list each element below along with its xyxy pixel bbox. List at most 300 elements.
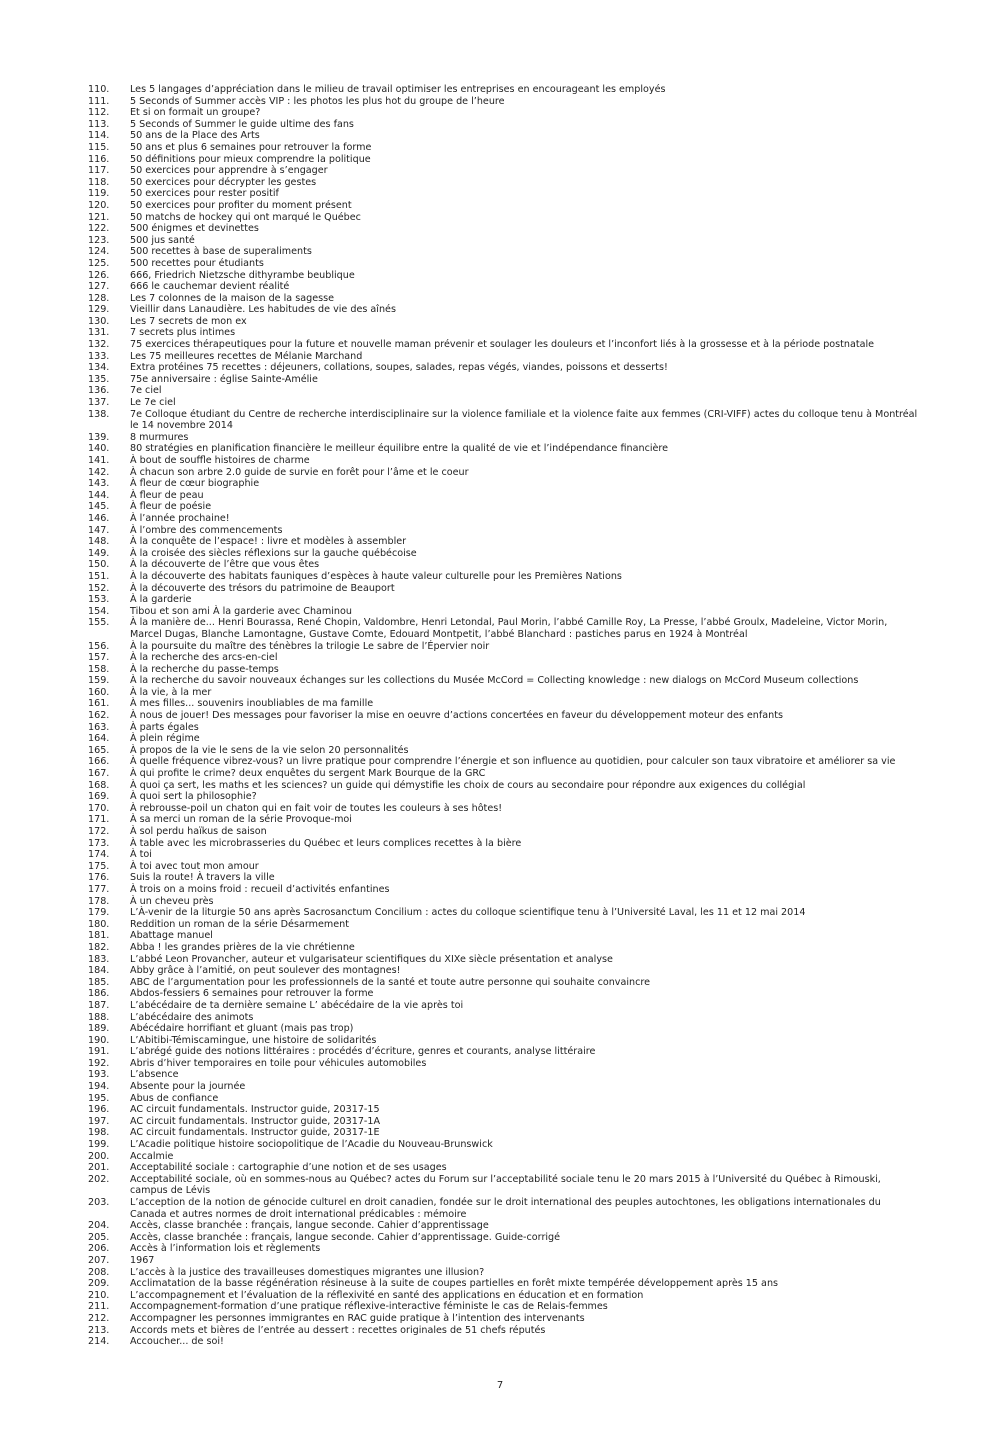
item-title: Et si on formait un groupe? <box>130 107 261 119</box>
item-title: À la poursuite du maître des ténèbres la trilogie Le sabre de l’Épervier noir <box>130 640 490 652</box>
item-number: 160. <box>88 686 110 698</box>
list-item <box>88 84 918 96</box>
list-item <box>88 872 918 884</box>
item-title: 500 jus santé <box>130 234 195 246</box>
list-item <box>88 1243 918 1255</box>
list-item <box>88 258 918 270</box>
item-title: L’abrégé guide des notions littéraires : procédés d’écriture, genres et courants, analyse littéraire <box>130 1046 596 1058</box>
item-title: À fleur de peau <box>130 489 204 501</box>
item-number: 193. <box>88 1069 110 1081</box>
item-title: L’Acadie politique histoire sociopolitique de l’Acadie du Nouveau-Brunswick <box>130 1139 493 1151</box>
list-item <box>88 1255 918 1267</box>
item-number: 167. <box>88 768 110 780</box>
list-item <box>88 756 918 768</box>
list-item <box>88 1023 918 1035</box>
list-item <box>88 1197 918 1220</box>
item-number: 156. <box>88 640 110 652</box>
list-item <box>88 490 918 502</box>
item-title: À chacun son arbre 2.0 guide de survie en forêt pour l’âme et le coeur <box>130 466 469 478</box>
item-number: 204. <box>88 1220 110 1232</box>
item-title: À la recherche du passe-temps <box>130 663 279 675</box>
item-title: Acclimatation de la basse régénération résineuse à la suite de coupes partielles en forêt mixte tempérée développement après 15 ans <box>130 1278 779 1290</box>
list-item <box>88 1046 918 1058</box>
item-number: 159. <box>88 675 110 687</box>
item-number: 165. <box>88 744 110 756</box>
list-item <box>88 165 918 177</box>
item-number: 196. <box>88 1104 110 1116</box>
list-item <box>88 1058 918 1070</box>
item-number: 206. <box>88 1243 110 1255</box>
item-title: 50 ans de la Place des Arts <box>130 130 260 142</box>
item-title: 50 définitions pour mieux comprendre la politique <box>130 153 371 165</box>
item-number: 179. <box>88 907 110 919</box>
item-number: 187. <box>88 999 110 1011</box>
item-title: 5 Seconds of Summer accès VIP : les photos les plus hot du groupe de l’heure <box>130 95 505 107</box>
list-item <box>88 432 918 444</box>
list-item <box>88 188 918 200</box>
list-item <box>88 316 918 328</box>
item-title: 50 matchs de hockey qui ont marqué le Québec <box>130 211 361 223</box>
list-item <box>88 641 918 653</box>
item-title: L’Abitibi-Témiscamingue, une histoire de solidarités <box>130 1034 377 1046</box>
item-number: 127. <box>88 281 110 293</box>
item-title: À quoi sert la philosophie? <box>130 791 257 803</box>
list-item <box>88 814 918 826</box>
list-item <box>88 745 918 757</box>
list-item <box>88 710 918 722</box>
list-item <box>88 594 918 606</box>
item-title: À quoi ça sert, les maths et les sciences? un guide qui démystifie les choix de cours au secondaire pour répondre aux exigences du collégial <box>130 779 806 791</box>
item-number: 147. <box>88 524 110 536</box>
item-number: 198. <box>88 1127 110 1139</box>
item-number: 126. <box>88 269 110 281</box>
item-number: 161. <box>88 698 110 710</box>
item-number: 157. <box>88 652 110 664</box>
item-number: 128. <box>88 292 110 304</box>
item-number: 135. <box>88 373 110 385</box>
item-title: À la découverte de l’être que vous êtes <box>130 559 320 571</box>
list-item <box>88 571 918 583</box>
list-item <box>88 803 918 815</box>
item-title: Les 5 langages d’appréciation dans le milieu de travail optimiser les entreprises en encourageant les employés <box>130 84 666 95</box>
list-item <box>88 1000 918 1012</box>
item-title: AC circuit fundamentals. Instructor guide, 20317-1A <box>130 1115 381 1127</box>
page-number: 7 <box>496 1380 504 1391</box>
item-title: Accoucher... de soi! <box>130 1336 224 1348</box>
item-title: Tibou et son ami À la garderie avec Chaminou <box>130 605 352 617</box>
list-item <box>88 246 918 258</box>
list-item <box>88 1174 918 1197</box>
list-item <box>88 954 918 966</box>
list-item <box>88 1139 918 1151</box>
item-title: Le 7e ciel <box>130 397 176 409</box>
item-title: Abba ! les grandes prières de la vie chrétienne <box>130 941 355 953</box>
title-list <box>88 84 918 1348</box>
item-number: 121. <box>88 211 110 223</box>
item-number: 140. <box>88 443 110 455</box>
list-item <box>88 362 918 374</box>
item-title: Accalmie <box>130 1150 174 1162</box>
item-number: 168. <box>88 779 110 791</box>
list-item <box>88 1151 918 1163</box>
list-item <box>88 919 918 931</box>
list-item <box>88 107 918 119</box>
list-item <box>88 1081 918 1093</box>
item-number: 114. <box>88 130 110 142</box>
item-title: Les 7 colonnes de la maison de la sagesse <box>130 292 334 304</box>
list-item <box>88 791 918 803</box>
item-title: Vieillir dans Lanaudière. Les habitudes de vie des aînés <box>130 304 396 316</box>
item-number: 177. <box>88 883 110 895</box>
list-item <box>88 1012 918 1024</box>
item-number: 158. <box>88 663 110 675</box>
list-item <box>88 768 918 780</box>
item-number: 169. <box>88 791 110 803</box>
item-title: 500 recettes à base de superaliments <box>130 246 312 258</box>
item-number: 212. <box>88 1312 110 1324</box>
item-title: À un cheveu près <box>130 895 214 907</box>
item-number: 213. <box>88 1324 110 1336</box>
item-number: 202. <box>88 1173 110 1185</box>
item-title: L’abbé Leon Provancher, auteur et vulgarisateur scientifiques du XIXe siècle présentation et analyse <box>130 953 613 965</box>
list-item <box>88 443 918 455</box>
item-title: Abdos-fessiers 6 semaines pour retrouver la forme <box>130 988 374 1000</box>
list-item <box>88 339 918 351</box>
item-number: 171. <box>88 814 110 826</box>
item-number: 164. <box>88 733 110 745</box>
item-number: 170. <box>88 802 110 814</box>
list-item <box>88 583 918 595</box>
item-title: 500 énigmes et devinettes <box>130 223 259 235</box>
item-title: À bout de souffle histoires de charme <box>130 455 310 466</box>
item-title: À l’année prochaine! <box>130 512 230 524</box>
item-number: 166. <box>88 756 110 768</box>
item-title: 8 murmures <box>130 431 189 443</box>
item-title: 50 exercices pour apprendre à s’engager <box>130 165 328 177</box>
item-title: Abby grâce à l’amitié, on peut soulever des montagnes! <box>130 965 401 977</box>
item-number: 119. <box>88 188 110 200</box>
item-title: Acceptabilité sociale, où en sommes-nous au Québec? actes du Forum sur l’acceptabilité sociale tenu le 20 mars 2015 à l’Université du Québec à Rimouski, campus de Lévis <box>130 1173 881 1197</box>
item-number: 149. <box>88 547 110 559</box>
list-item <box>88 200 918 212</box>
list-item <box>88 525 918 537</box>
list-item <box>88 513 918 525</box>
item-title: Suis la route! À travers la ville <box>130 872 275 884</box>
list-item <box>88 652 918 664</box>
list-item <box>88 1220 918 1232</box>
list-item <box>88 965 918 977</box>
item-title: À nous de jouer! Des messages pour favoriser la mise en oeuvre d’actions concertées en faveur du développement moteur des enfants <box>130 710 783 722</box>
item-title: L’accès à la justice des travailleuses domestiques migrantes une illusion? <box>130 1266 485 1278</box>
item-title: À la recherche des arcs-en-ciel <box>130 652 278 664</box>
item-number: 199. <box>88 1139 110 1151</box>
item-number: 116. <box>88 153 110 165</box>
item-number: 183. <box>88 953 110 965</box>
item-title: Extra protéines 75 recettes : déjeuners, collations, soupes, salades, repas végés, viandes, poissons et desserts! <box>130 362 668 374</box>
item-number: 180. <box>88 918 110 930</box>
item-title: 666, Friedrich Nietzsche dithyrambe beublique <box>130 269 355 281</box>
list-item <box>88 849 918 861</box>
item-title: À qui profite le crime? deux enquêtes du sergent Mark Bourque de la GRC <box>130 768 486 780</box>
item-title: Reddition un roman de la série Désarmement <box>130 918 349 930</box>
list-item <box>88 548 918 560</box>
item-number: 162. <box>88 710 110 722</box>
list-item <box>88 722 918 734</box>
list-item <box>88 397 918 409</box>
list-item <box>88 988 918 1000</box>
item-number: 203. <box>88 1197 110 1208</box>
list-item <box>88 1093 918 1105</box>
item-title: 7e ciel <box>130 385 162 397</box>
item-title: 1967 <box>130 1254 155 1266</box>
item-title: À l’ombre des commencements <box>130 524 283 536</box>
item-number: 151. <box>88 570 110 582</box>
item-title: Accès à l’information lois et règlements <box>130 1243 321 1255</box>
item-title: 5 Seconds of Summer le guide ultime des fans <box>130 118 354 130</box>
list-item <box>88 664 918 676</box>
list-item <box>88 154 918 166</box>
item-number: 148. <box>88 536 110 548</box>
item-number: 131. <box>88 327 110 339</box>
item-number: 123. <box>88 234 110 246</box>
list-item <box>88 617 918 640</box>
item-number: 117. <box>88 165 110 177</box>
item-title: À la découverte des trésors du patrimoine de Beauport <box>130 582 395 594</box>
list-item <box>88 1325 918 1337</box>
item-number: 191. <box>88 1046 110 1058</box>
item-number: 178. <box>88 895 110 907</box>
item-title: À la manière de... Henri Bourassa, René Chopin, Valdombre, Henri Letondal, Paul Morin, l’abbé Camille Roy, La Presse, l’abbé Groulx, Madeleine, Victor Morin, Marcel Dugas, Blanche Lamontagne, Gustave Comte, Edouard Montpetit, l’abbé Blanchard : pastiches parus en 1924 à Montréal <box>130 617 888 640</box>
item-title: Accès, classe branchée : français, langue seconde. Cahier d’apprentissage. Guide-corrigé <box>130 1231 561 1243</box>
item-number: 189. <box>88 1023 110 1035</box>
item-title: Abris d’hiver temporaires en toile pour véhicules automobiles <box>130 1057 427 1069</box>
item-title: L’accompagnement et l’évaluation de la réflexivité en santé des applications en éducation et en formation <box>130 1289 644 1301</box>
item-number: 208. <box>88 1266 110 1278</box>
list-item <box>88 1116 918 1128</box>
item-number: 211. <box>88 1301 110 1313</box>
item-number: 110. <box>88 84 110 95</box>
item-number: 141. <box>88 455 110 466</box>
item-number: 190. <box>88 1034 110 1046</box>
list-item <box>88 478 918 490</box>
item-title: 666 le cauchemar devient réalité <box>130 281 290 293</box>
item-title: Accès, classe branchée : français, langue seconde. Cahier d’apprentissage <box>130 1220 489 1232</box>
list-item <box>88 327 918 339</box>
list-item <box>88 212 918 224</box>
list-item <box>88 235 918 247</box>
item-number: 153. <box>88 594 110 606</box>
item-number: 143. <box>88 478 110 490</box>
item-title: À parts égales <box>130 721 199 733</box>
item-title: 75e anniversaire : église Sainte-Amélie <box>130 373 318 385</box>
list-item <box>88 1313 918 1325</box>
item-title: À mes filles... souvenirs inoubliables de ma famille <box>130 698 374 710</box>
item-number: 172. <box>88 826 110 837</box>
list-item <box>88 1267 918 1279</box>
item-number: 118. <box>88 176 110 188</box>
list-item <box>88 536 918 548</box>
list-item <box>88 1035 918 1047</box>
item-number: 163. <box>88 721 110 733</box>
item-number: 185. <box>88 976 110 988</box>
item-title: À table avec les microbrasseries du Québec et leurs complices recettes à la bière <box>130 837 522 849</box>
item-number: 142. <box>88 466 110 478</box>
item-number: 174. <box>88 849 110 861</box>
list-item <box>88 1290 918 1302</box>
item-title: À la vie, à la mer <box>130 686 212 698</box>
item-number: 209. <box>88 1278 110 1290</box>
item-title: 50 exercices pour décrypter les gestes <box>130 176 317 188</box>
list-item <box>88 942 918 954</box>
item-number: 184. <box>88 965 110 977</box>
item-number: 210. <box>88 1289 110 1301</box>
list-item <box>88 501 918 513</box>
item-title: À la découverte des habitats fauniques d’espèces à haute valeur culturelle pour les Premières Nations <box>130 570 622 582</box>
list-item <box>88 223 918 235</box>
item-title: Les 75 meilleures recettes de Mélanie Marchand <box>130 350 363 362</box>
item-number: 112. <box>88 107 110 119</box>
item-number: 155. <box>88 617 110 629</box>
item-title: L’abécédaire des animots <box>130 1011 254 1023</box>
item-title: À trois on a moins froid : recueil d’activités enfantines <box>130 883 390 895</box>
item-title: 7 secrets plus intimes <box>130 327 236 339</box>
item-title: 80 stratégies en planification financière le meilleur équilibre entre la qualité de vie et l’indépendance financière <box>130 443 669 455</box>
item-number: 129. <box>88 304 110 316</box>
item-title: À toi <box>130 849 152 861</box>
item-title: À la conquête de l’espace! : livre et modèles à assembler <box>130 536 407 548</box>
item-number: 146. <box>88 512 110 524</box>
item-title: Les 7 secrets de mon ex <box>130 315 247 327</box>
item-title: À sa merci un roman de la série Provoque-moi <box>130 814 352 826</box>
list-item <box>88 884 918 896</box>
item-number: 125. <box>88 257 110 269</box>
item-title: Abécédaire horrifiant et gluant (mais pas trop) <box>130 1023 354 1035</box>
item-number: 124. <box>88 246 110 258</box>
list-item <box>88 606 918 618</box>
item-title: À sol perdu haïkus de saison <box>130 826 267 837</box>
list-item <box>88 780 918 792</box>
list-item <box>88 409 918 432</box>
item-title: Abattage manuel <box>130 930 213 942</box>
item-number: 138. <box>88 408 110 420</box>
item-title: L’absence <box>130 1069 179 1081</box>
item-title: À plein régime <box>130 733 200 745</box>
list-item <box>88 1127 918 1139</box>
item-title: À fleur de cœur biographie <box>130 478 260 490</box>
item-number: 150. <box>88 559 110 571</box>
item-number: 173. <box>88 837 110 849</box>
list-item <box>88 1232 918 1244</box>
item-number: 200. <box>88 1150 110 1162</box>
list-item <box>88 281 918 293</box>
list-item <box>88 733 918 745</box>
list-item <box>88 907 918 919</box>
item-title: 7e Colloque étudiant du Centre de recherche interdisciplinaire sur la violence familiale et la violence faite aux femmes (CRI-VIFF) actes du colloque tenu à Montréal le 14 novembre 2014 <box>130 408 918 432</box>
item-title: À la croisée des siècles réflexions sur la gauche québécoise <box>130 547 417 559</box>
item-title: Accords mets et bières de l’entrée au dessert : recettes originales de 51 chefs réputés <box>130 1324 546 1336</box>
list-item <box>88 1162 918 1174</box>
item-title: L’abécédaire de ta dernière semaine L’ abécédaire de la vie après toi <box>130 999 464 1011</box>
list-item <box>88 675 918 687</box>
list-item <box>88 119 918 131</box>
item-number: 188. <box>88 1011 110 1023</box>
item-number: 182. <box>88 941 110 953</box>
list-item <box>88 304 918 316</box>
list-item <box>88 142 918 154</box>
list-item <box>88 1104 918 1116</box>
item-number: 201. <box>88 1162 110 1174</box>
list-item <box>88 455 918 467</box>
list-item <box>88 1301 918 1313</box>
list-item <box>88 977 918 989</box>
item-number: 134. <box>88 362 110 374</box>
item-number: 113. <box>88 118 110 130</box>
item-title: À propos de la vie le sens de la vie selon 20 personnalités <box>130 744 409 756</box>
item-title: Acceptabilité sociale : cartographie d’une notion et de ses usages <box>130 1162 447 1174</box>
item-title: À la recherche du savoir nouveaux échanges sur les collections du Musée McCord = Collecting knowledge : new dialogs on McCord Museum collections <box>130 675 859 687</box>
item-number: 111. <box>88 95 110 107</box>
item-title: À toi avec tout mon amour <box>130 860 259 872</box>
item-number: 192. <box>88 1057 110 1069</box>
list-item <box>88 896 918 908</box>
item-title: Accompagnement-formation d’une pratique réflexive-interactive féministe le cas de Relais-femmes <box>130 1301 608 1313</box>
item-number: 175. <box>88 860 110 872</box>
item-title: 50 exercices pour rester positif <box>130 188 279 200</box>
list-item <box>88 385 918 397</box>
list-item <box>88 177 918 189</box>
item-number: 205. <box>88 1231 110 1243</box>
list-item <box>88 861 918 873</box>
item-title: 50 ans et plus 6 semaines pour retrouver la forme <box>130 141 372 153</box>
item-number: 133. <box>88 350 110 362</box>
list-item <box>88 559 918 571</box>
list-item <box>88 96 918 108</box>
list-item <box>88 826 918 838</box>
item-number: 154. <box>88 605 110 617</box>
item-number: 152. <box>88 582 110 594</box>
item-title: AC circuit fundamentals. Instructor guide, 20317-15 <box>130 1104 380 1116</box>
item-number: 139. <box>88 431 110 443</box>
item-number: 137. <box>88 397 110 409</box>
item-number: 207. <box>88 1254 110 1266</box>
item-number: 214. <box>88 1336 110 1348</box>
item-title: 500 recettes pour étudiants <box>130 257 264 269</box>
item-title: L’À-venir de la liturgie 50 ans après Sacrosanctum Concilium : actes du colloque scientifique tenu à l’Université Laval, les 11 et 12 mai 2014 <box>130 907 806 919</box>
list-item <box>88 293 918 305</box>
item-title: ABC de l’argumentation pour les professionnels de la santé et toute autre personne qui souhaite convaincre <box>130 976 651 988</box>
item-title: 50 exercices pour profiter du moment présent <box>130 199 352 211</box>
item-number: 122. <box>88 223 110 235</box>
item-number: 130. <box>88 315 110 327</box>
list-item <box>88 1278 918 1290</box>
item-title: À fleur de poésie <box>130 501 212 513</box>
item-number: 145. <box>88 501 110 513</box>
list-item <box>88 838 918 850</box>
item-number: 115. <box>88 141 110 153</box>
list-item <box>88 467 918 479</box>
list-item <box>88 351 918 363</box>
item-number: 136. <box>88 385 110 397</box>
list-item <box>88 1336 918 1348</box>
list-item <box>88 687 918 699</box>
item-title: L’acception de la notion de génocide culturel en droit canadien, fondée sur le droit international des peuples autochtones, les obligations internationales du Canada et autres normes de droit international prédicables : mémoire <box>130 1197 881 1220</box>
item-number: 132. <box>88 339 110 351</box>
item-title: 75 exercices thérapeutiques pour la future et nouvelle maman prévenir et soulager les douleurs et l’inconfort liés à la grossesse et à la période postnatale <box>130 339 875 351</box>
item-number: 194. <box>88 1081 110 1093</box>
item-number: 144. <box>88 489 110 501</box>
list-item <box>88 130 918 142</box>
list-item <box>88 270 918 282</box>
